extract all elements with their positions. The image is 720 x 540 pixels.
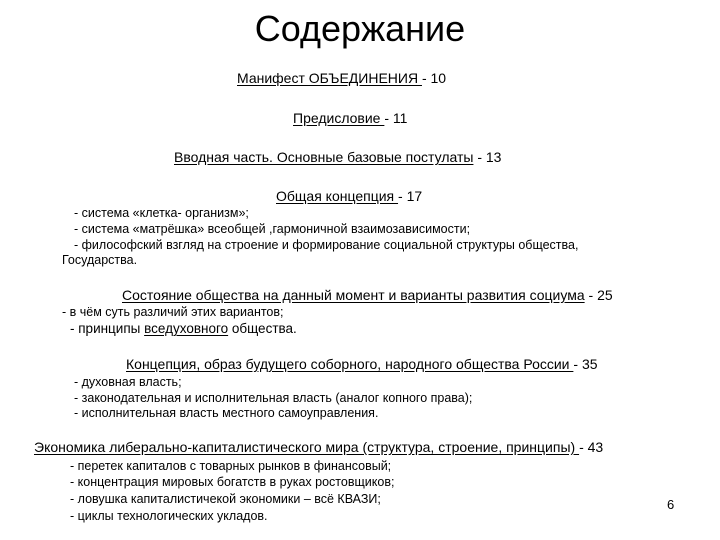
toc-entry-page: - 25 bbox=[584, 287, 613, 303]
sub-item-underlined: вседуховного bbox=[144, 321, 229, 336]
toc-entry-page: - 10 bbox=[421, 70, 447, 86]
toc-entry-russia-concept[interactable] bbox=[126, 356, 598, 372]
sub-item-suffix: общества. bbox=[228, 321, 297, 336]
toc-entry-page: - 17 bbox=[398, 188, 423, 204]
toc-entry-preface[interactable] bbox=[293, 110, 407, 126]
toc-entry-label: Общая концепция bbox=[276, 188, 399, 204]
sub-item: Государства. bbox=[62, 253, 138, 267]
page-number: 6 bbox=[667, 497, 675, 512]
toc-entry-label: Вводная часть. Основные базовые постулаты bbox=[174, 149, 474, 165]
sub-item-prefix: - принципы bbox=[70, 321, 145, 336]
toc-entry-page: - 43 bbox=[579, 439, 604, 455]
toc-entry-label: Манифест ОБЪЕДИНЕНИЯ bbox=[237, 70, 422, 86]
toc-entry-manifest[interactable] bbox=[237, 70, 446, 86]
toc-entry-label: Предисловие bbox=[293, 110, 385, 126]
page-title: Содержание bbox=[254, 8, 466, 49]
toc-entry-introduction[interactable] bbox=[174, 149, 501, 165]
sub-item bbox=[70, 321, 297, 336]
toc-entry-general-concept[interactable] bbox=[276, 188, 422, 204]
sub-item: - духовная власть; bbox=[74, 375, 182, 389]
toc-entry-liberal-economy[interactable] bbox=[34, 439, 603, 455]
sub-item: - перетек капиталов с товарных рынков в финансовый; bbox=[70, 459, 392, 473]
sub-item: - концентрация мировых богатств в руках ростовщиков; bbox=[70, 475, 395, 489]
sub-item: - в чём суть различий этих вариантов; bbox=[62, 305, 284, 319]
sub-item: - законодательная и исполнительная власть (аналог копного права); bbox=[74, 391, 473, 405]
sub-item: - философский взгляд на строение и формирование социальной структуры общества, bbox=[74, 238, 579, 252]
sub-item: - ловушка капиталистичекой экономики – всё КВАЗИ; bbox=[70, 492, 381, 506]
toc-entry-society-state[interactable] bbox=[122, 287, 613, 303]
sub-item: - исполнительная власть местного самоуправления. bbox=[74, 406, 379, 420]
toc-entry-label: Концепция, образ будущего соборного, народного общества России bbox=[126, 356, 574, 372]
toc-entry-label: Экономика либерально-капиталистического мира (структура, строение, принципы) bbox=[34, 439, 580, 455]
toc-entry-page: - 13 bbox=[473, 149, 502, 165]
sub-item: - система «клетка- организм»; bbox=[74, 206, 249, 220]
toc-entry-page: - 35 bbox=[573, 356, 598, 372]
toc-entry-page: - 11 bbox=[384, 110, 408, 126]
toc-entry-label: Состояние общества на данный момент и варианты развития социума bbox=[122, 287, 585, 303]
sub-item: - система «матрёшка» всеобщей ,гармоничной взаимозависимости; bbox=[74, 222, 471, 236]
sub-item: - циклы технологических укладов. bbox=[70, 509, 268, 523]
